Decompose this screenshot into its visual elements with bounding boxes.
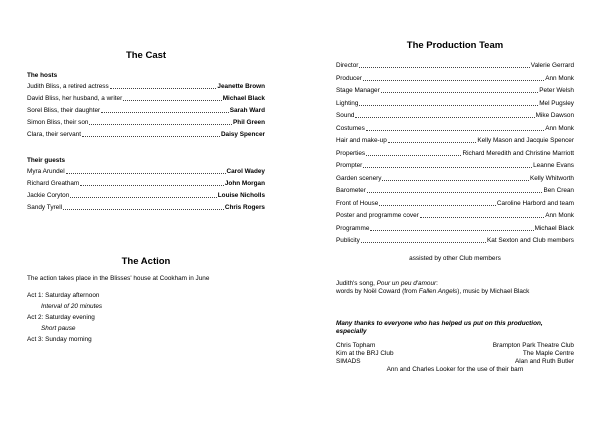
action-line: Act 2: Saturday evening [27, 314, 95, 321]
dot-leader [80, 185, 224, 186]
action-line: Short pause [41, 325, 76, 332]
play-title: Fallen Angels [418, 288, 458, 295]
dot-leader [70, 197, 216, 198]
credit-name: Ann Monk [545, 212, 574, 219]
credit-role: Properties [336, 149, 366, 157]
thanks-row [336, 358, 574, 365]
credit-row [27, 95, 265, 103]
credit-name: Kelly Whitworth [529, 174, 574, 182]
credit-row [27, 83, 265, 91]
credit-role: Director [336, 62, 359, 69]
dot-leader [66, 173, 226, 174]
song-line-2 [336, 288, 574, 295]
credit-row [27, 204, 265, 212]
credit-name: Ann Monk [545, 74, 574, 82]
thanks-last: Ann and Charles Looker for the use of their barn [386, 366, 524, 373]
credit-name: Michael Black [534, 224, 574, 232]
credit-row [27, 119, 265, 127]
credit-role: Clara, their servant [27, 131, 81, 138]
credit-row [336, 150, 574, 158]
dot-leader [379, 205, 496, 206]
credit-role: Prompter [336, 162, 363, 169]
credit-row [336, 212, 574, 220]
thanks-row [336, 350, 574, 357]
dot-leader [82, 136, 220, 137]
thanks-right: Alan and Ruth Butler [515, 358, 574, 365]
dot-leader [63, 209, 224, 210]
credit-row [27, 107, 265, 115]
song-text: Judith's song, [336, 280, 377, 287]
dot-leader [355, 117, 534, 118]
credit-row [336, 100, 574, 108]
credit-row [336, 162, 574, 170]
dot-leader [381, 92, 539, 93]
credit-role: Stage Manager [336, 87, 380, 94]
dot-leader [420, 217, 544, 218]
credit-row [27, 192, 265, 200]
credit-role: Sound [336, 112, 355, 119]
credit-role: Richard Greatham [27, 180, 80, 187]
credit-row [27, 168, 265, 176]
song-line-1 [336, 280, 574, 287]
credit-name: Richard Meredith and Christine Marriott [462, 149, 574, 157]
dot-leader [363, 80, 544, 81]
credit-name: Daisy Spencer [220, 131, 265, 138]
thanks-heading-1: Many thanks to everyone who has helped us put on this production, [336, 320, 543, 327]
credit-row [336, 62, 574, 70]
credit-role: Sandy Tyrell [27, 204, 63, 211]
credit-row [336, 125, 574, 133]
dot-leader [382, 180, 528, 181]
thanks-left: Chris Topham [336, 342, 376, 349]
cast-title: The Cast [125, 50, 167, 61]
thanks-heading-2: especially [336, 328, 367, 335]
credit-name: Jeanette Brown [217, 83, 265, 90]
credit-role: Poster and programme cover [336, 212, 419, 219]
credit-role: Programme [336, 224, 370, 232]
credit-name: Kat Sexton and Club members [486, 237, 574, 244]
credit-role: David Bliss, her husband, a writer [27, 95, 123, 102]
thanks-right: Brampton Park Theatre Club [492, 342, 574, 349]
credit-name: Kelly Mason and Jacquie Spencer [477, 137, 574, 144]
song-text: ), music by Michael Black [457, 288, 530, 295]
team-title: The Production Team [406, 40, 504, 51]
credit-role: Jackie Coryton [27, 192, 70, 199]
action-title: The Action [121, 256, 171, 267]
hosts-label: The hosts [27, 72, 58, 79]
credit-name: Sarah Ward [229, 107, 265, 114]
song-title: Pour un peu d'amour [376, 280, 437, 287]
assisted-note: assisted by other Club members [409, 255, 501, 262]
credit-role: Judith Bliss, a retired actress [27, 83, 109, 90]
credit-name: Michael Black [222, 95, 265, 102]
credit-row [27, 180, 265, 188]
dot-leader [89, 124, 232, 125]
dot-leader [123, 100, 222, 101]
action-intro: The action takes place in the Blisses' house at Cookham in June [27, 275, 210, 282]
credit-name: Carol Wadey [226, 168, 265, 175]
credit-role: Front of House [336, 199, 379, 207]
credit-name: Phil Green [233, 119, 265, 126]
credit-row [336, 87, 574, 95]
action-line: Act 3: Sunday morning [27, 336, 92, 343]
dot-leader [359, 67, 529, 68]
credit-row [336, 237, 574, 245]
dot-leader [363, 167, 532, 168]
dot-leader [366, 155, 461, 156]
guests-label: Their guests [27, 157, 65, 164]
credit-name: Peter Welsh [539, 87, 574, 94]
credit-name: Mike Dawson [535, 112, 574, 119]
credit-row [336, 137, 574, 145]
credit-role: Costumes [336, 124, 365, 132]
dot-leader [359, 105, 538, 106]
dot-leader [366, 130, 544, 131]
thanks-left: SIMADS [336, 358, 361, 365]
credit-name: Louise Nicholls [217, 192, 265, 199]
credit-role: Publicity [336, 237, 360, 244]
credit-role: Simon Bliss, their son [27, 119, 89, 126]
credit-role: Hair and make-up [336, 137, 387, 144]
dot-leader [388, 142, 477, 143]
credit-name: Mel Pugsley [539, 99, 574, 107]
dot-leader [367, 192, 543, 193]
thanks-row [336, 342, 574, 349]
dot-leader [370, 230, 533, 231]
credit-name: Ben Crean [543, 187, 574, 194]
credit-name: Chris Rogers [224, 204, 265, 211]
credit-role: Producer [336, 74, 362, 82]
credit-role: Barometer [336, 187, 366, 194]
dot-leader [110, 88, 217, 89]
credit-name: Valerie Gerrard [530, 62, 574, 69]
credit-row [336, 112, 574, 120]
action-line: Interval of 20 minutes [41, 303, 103, 310]
credit-name: Leanne Evans [533, 162, 574, 169]
credit-role: Myra Arundel [27, 168, 65, 175]
song-text: : [436, 280, 438, 287]
action-line: Act 1: Saturday afternoon [27, 292, 100, 299]
thanks-right: The Maple Centre [522, 350, 574, 357]
dot-leader [361, 242, 486, 243]
credit-role: Sorel Bliss, their daughter [27, 107, 101, 114]
credit-row [336, 225, 574, 233]
dot-leader [101, 112, 229, 113]
song-text: words by Noël Coward (from [336, 288, 419, 295]
credit-role: Garden scenery [336, 174, 382, 182]
credit-role: Lighting [336, 99, 359, 107]
credit-row [27, 131, 265, 139]
credit-row [336, 200, 574, 208]
thanks-left: Kim at the BRJ Club [336, 350, 394, 357]
credit-row [336, 175, 574, 183]
credit-row [336, 75, 574, 83]
credit-name: John Morgan [224, 180, 265, 187]
credit-name: Caroline Harbord and team [496, 199, 574, 207]
credit-name: Ann Monk [545, 124, 574, 132]
credit-row [336, 187, 574, 195]
